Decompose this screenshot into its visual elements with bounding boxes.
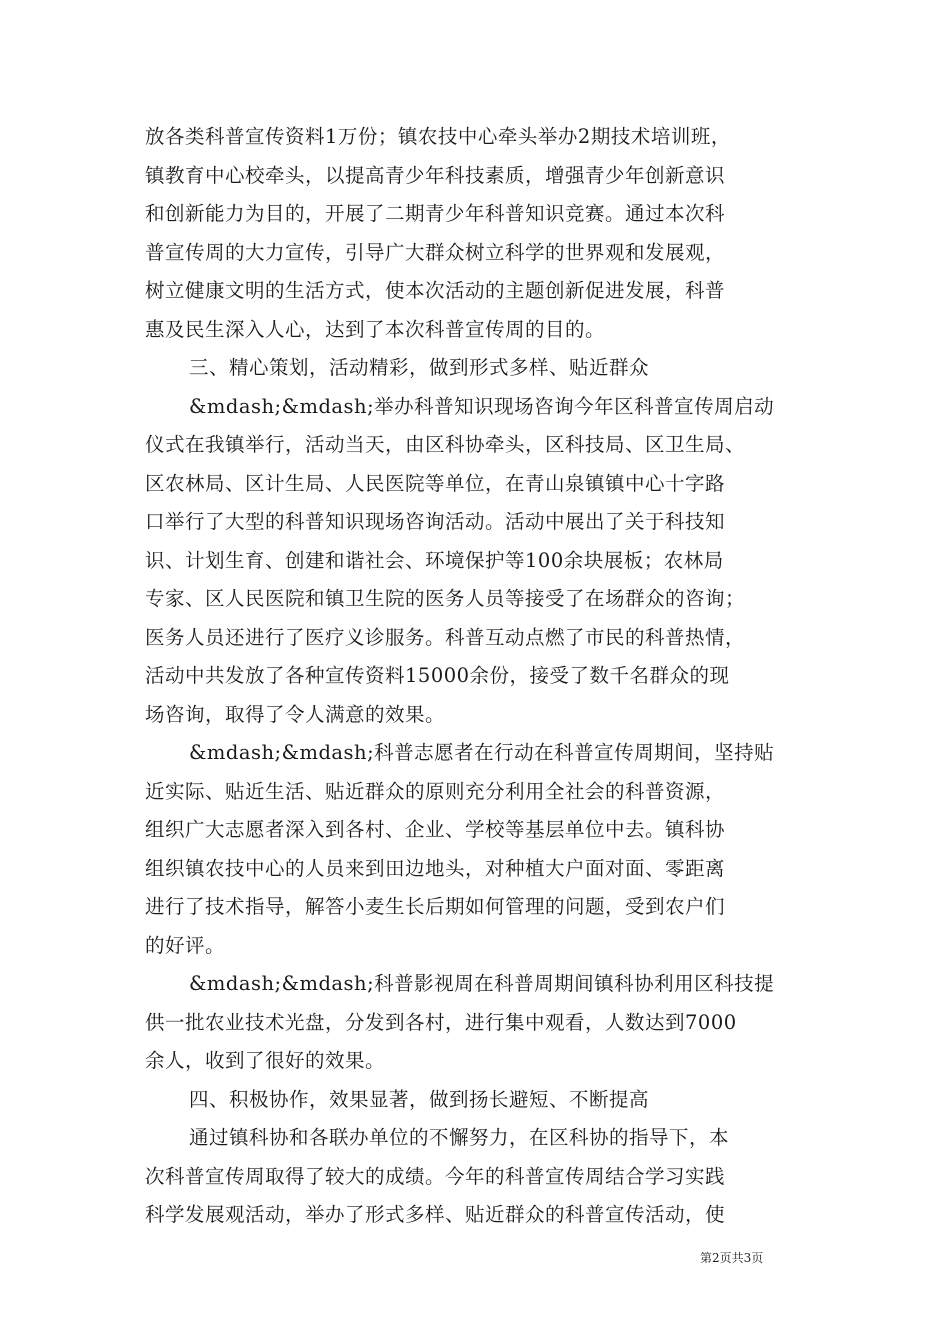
text-line: 通过镇科协和各联办单位的不懈努力，在区科协的指导下，本 (189, 1126, 730, 1149)
text-line: 口举行了大型的科普知识现场咨询活动。活动中展出了关于科技知 (145, 510, 726, 533)
text-line: 树立健康文明的生活方式，使本次活动的主题创新促进发展，科普 (145, 279, 726, 302)
text-line: 区农林局、区计生局、人民医院等单位，在青山泉镇镇中心十字路 (145, 471, 726, 495)
text-line: 惠及民生深入人心，达到了本次科普宣传周的目的。 (145, 317, 606, 341)
text-line: 进行了技术指导，解答小麦生长后期如何管理的问题，受到农户们 (145, 895, 726, 918)
text-line: 供一批农业技术光盘，分发到各村，进行集中观看，人数达到7000 (145, 1010, 737, 1034)
text-line: 次科普宣传周取得了较大的成绩。今年的科普宣传周结合学习实践 (145, 1164, 726, 1188)
text-line: 放各类科普宣传资料1万份；镇农技中心牵头举办2期技术培训班， (145, 125, 731, 148)
page-number: 第2页共3页 (700, 1251, 764, 1265)
text-line: 余人，收到了很好的效果。 (145, 1049, 386, 1072)
text-line: 活动中共发放了各种宣传资料15000余份，接受了数千名群众的现 (145, 664, 730, 687)
text-line: 医务人员还进行了医疗义诊服务。科普互动点燃了市民的科普热情， (145, 625, 746, 649)
section-heading: 三、精心策划，活动精彩，做到形式多样、贴近群众 (189, 356, 650, 379)
section-heading: 四、积极协作，效果显著，做到扬长避短、不断提高 (189, 1087, 650, 1111)
text-line: 近实际、贴近生活、贴近群众的原则充分利用全社会的科普资源， (145, 779, 726, 803)
text-line: 普宣传周的大力宣传，引导广大群众树立科学的世界观和发展观， (145, 240, 726, 264)
text-line: 的好评。 (145, 933, 226, 957)
text-line: 组织镇农技中心的人员来到田边地头，对种植大户面对面、零距离 (145, 856, 726, 880)
document-body (145, 118, 807, 1235)
text-line: 仪式在我镇举行，活动当天，由区科协牵头，区科技局、区卫生局、 (145, 433, 746, 456)
text-line: &mdash;&mdash;科普志愿者在行动在科普宣传周期间，坚持贴 (189, 741, 775, 764)
text-line: &mdash;&mdash;举办科普知识现场咨询今年区科普宣传周启动 (189, 394, 775, 418)
text-line: 专家、区人民医院和镇卫生院的医务人员等接受了在场群众的咨询； (145, 587, 746, 610)
text-line: &mdash;&mdash;科普影视周在科普周期间镇科协利用区科技提 (189, 972, 775, 995)
text-line: 识、计划生育、创建和谐社会、环境保护等100余块展板；农林局 (145, 548, 724, 572)
text-line: 组织广大志愿者深入到各村、企业、学校等基层单位中去。镇科协 (145, 818, 726, 841)
text-line: 镇教育中心校牵头，以提高青少年科技素质，增强青少年创新意识 (145, 163, 726, 187)
text-line: 场咨询，取得了令人满意的效果。 (145, 702, 446, 726)
text-line: 和创新能力为目的，开展了二期青少年科普知识竞赛。通过本次科 (145, 202, 726, 225)
text-line: 科学发展观活动，举办了形式多样、贴近群众的科普宣传活动，使 (145, 1203, 726, 1226)
